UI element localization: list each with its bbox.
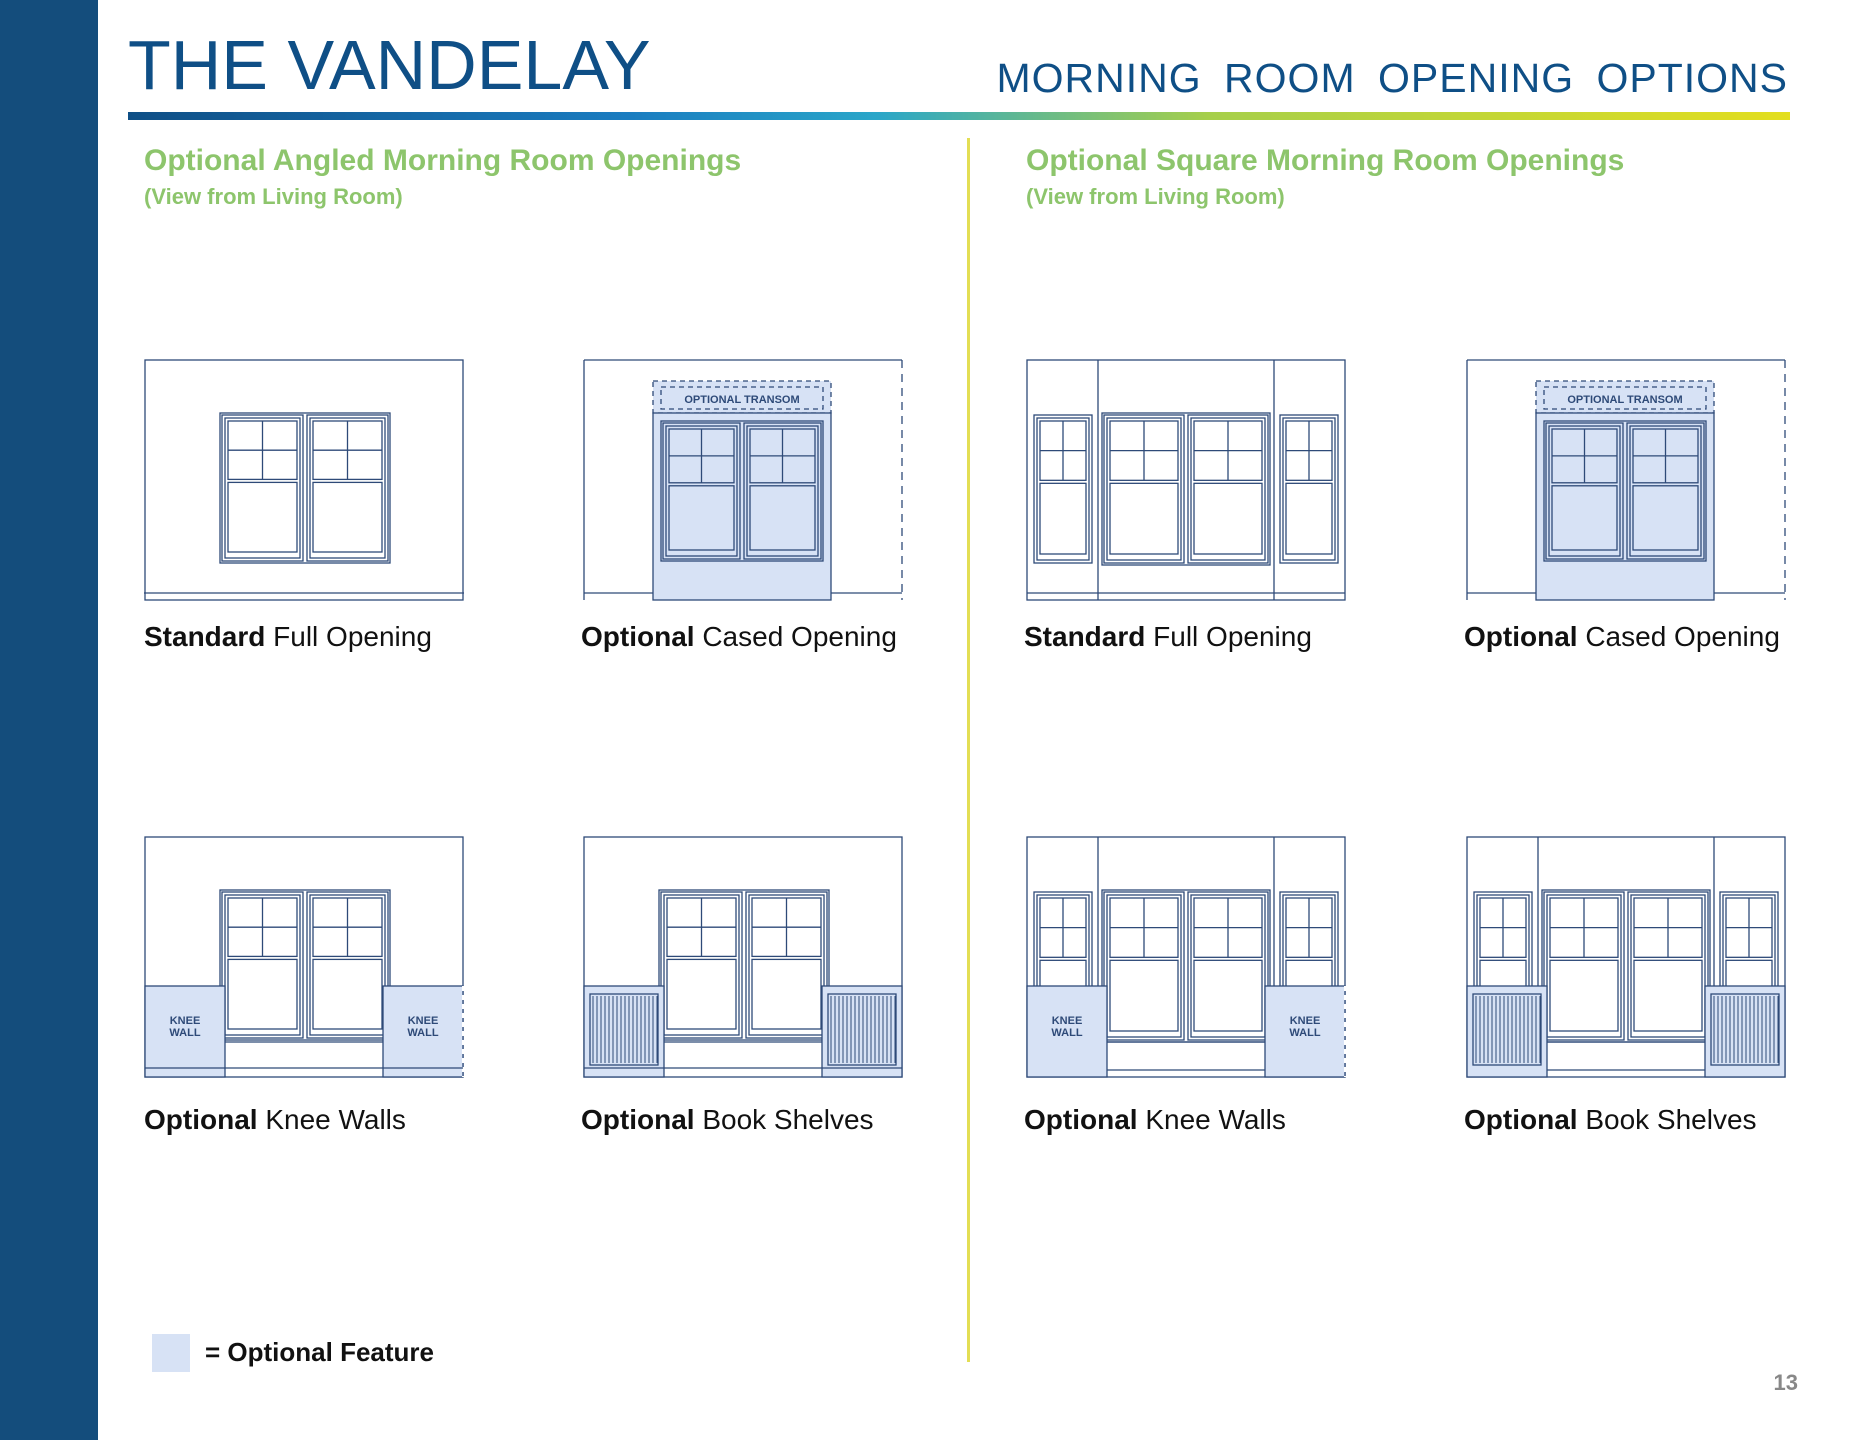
lower-sash bbox=[1110, 483, 1178, 554]
transom-label: OPTIONAL TRANSOM bbox=[684, 394, 800, 406]
lower-sash bbox=[228, 959, 297, 1029]
knee-wall-label: KNEE bbox=[407, 1015, 439, 1027]
svg-text:WALL: WALL bbox=[407, 1027, 439, 1039]
section-heading-angled: Optional Angled Morning Room Openings bbox=[144, 144, 742, 177]
legend-swatch bbox=[152, 1334, 190, 1372]
book-shelf bbox=[1705, 986, 1785, 1077]
caption-angled-cased-opening: Optional Cased Opening bbox=[581, 621, 897, 652]
drawing-square-full-opening bbox=[1026, 359, 1346, 601]
section-subheading-angled: (View from Living Room) bbox=[144, 184, 403, 209]
caption-square-full-opening: Standard Full Opening bbox=[1024, 621, 1312, 652]
svg-text:WALL: WALL bbox=[169, 1027, 201, 1039]
header-rule bbox=[128, 112, 1790, 120]
lower-sash bbox=[1634, 960, 1702, 1031]
svg-text:WALL: WALL bbox=[1051, 1027, 1083, 1039]
lower-sash bbox=[228, 482, 297, 552]
knee-wall-label: KNEE bbox=[1289, 1015, 1321, 1027]
lower-sash bbox=[1194, 483, 1262, 554]
caption-square-cased-opening: Optional Cased Opening bbox=[1464, 621, 1780, 652]
lower-sash bbox=[1286, 483, 1332, 554]
lower-sash bbox=[752, 959, 821, 1029]
lower-sash bbox=[667, 959, 736, 1029]
lower-sash bbox=[1550, 960, 1618, 1031]
drawing-angled-cased-opening bbox=[583, 359, 903, 601]
knee-wall-label: KNEE bbox=[169, 1015, 201, 1027]
page-title: THE VANDELAY bbox=[128, 26, 651, 104]
section-subheading-square: (View from Living Room) bbox=[1026, 184, 1285, 209]
legend-text: = Optional Feature bbox=[205, 1337, 434, 1367]
caption-square-book-shelves: Optional Book Shelves bbox=[1464, 1104, 1757, 1135]
drawing-angled-knee-walls bbox=[144, 836, 464, 1078]
page-subtitle: MORNING ROOM OPENING OPTIONS bbox=[996, 55, 1788, 101]
column-divider bbox=[967, 138, 970, 1362]
drawing-angled-book-shelves bbox=[583, 836, 903, 1078]
book-shelf bbox=[584, 986, 664, 1077]
book-shelf bbox=[822, 986, 902, 1077]
side-band bbox=[0, 0, 98, 1440]
lower-sash bbox=[313, 482, 382, 552]
drawing-square-book-shelves bbox=[1466, 836, 1786, 1078]
lower-sash bbox=[1552, 486, 1617, 550]
lower-sash bbox=[313, 959, 382, 1029]
lower-sash bbox=[1110, 960, 1178, 1031]
lower-sash bbox=[750, 486, 815, 550]
drawing-angled-full-opening bbox=[144, 359, 464, 601]
drawing-square-knee-walls bbox=[1026, 836, 1346, 1078]
knee-wall-label: KNEE bbox=[1051, 1015, 1083, 1027]
book-shelf bbox=[1467, 986, 1547, 1077]
lower-sash bbox=[1194, 960, 1262, 1031]
lower-sash bbox=[1040, 483, 1086, 554]
page-number: 13 bbox=[1773, 1370, 1798, 1395]
lower-sash bbox=[1633, 486, 1698, 550]
drawing-frame bbox=[145, 360, 463, 600]
caption-angled-knee-walls: Optional Knee Walls bbox=[144, 1104, 406, 1135]
lower-sash bbox=[669, 486, 734, 550]
caption-square-knee-walls: Optional Knee Walls bbox=[1024, 1104, 1286, 1135]
transom-label: OPTIONAL TRANSOM bbox=[1567, 394, 1683, 406]
caption-angled-book-shelves: Optional Book Shelves bbox=[581, 1104, 874, 1135]
svg-text:WALL: WALL bbox=[1289, 1027, 1321, 1039]
drawing-square-cased-opening bbox=[1466, 359, 1786, 601]
section-heading-square: Optional Square Morning Room Openings bbox=[1026, 144, 1625, 177]
caption-angled-full-opening: Standard Full Opening bbox=[144, 621, 432, 652]
